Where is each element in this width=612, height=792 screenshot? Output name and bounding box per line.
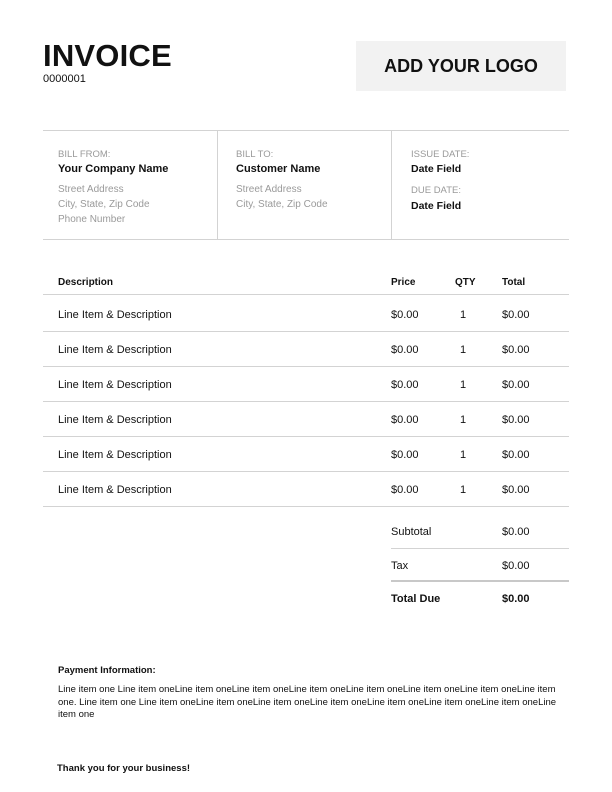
- logo-placeholder: [356, 41, 566, 91]
- row-qty: 1: [460, 484, 467, 496]
- table-header-divider: [43, 294, 569, 295]
- subtotal-divider: [391, 548, 569, 549]
- row-qty: 1: [460, 344, 467, 356]
- bill-to-street: Street Address: [236, 184, 302, 195]
- invoice-number: 0000001: [43, 73, 86, 85]
- bill-from-name: Your Company Name: [58, 163, 169, 175]
- row-price: $0.00: [391, 449, 419, 461]
- row-price: $0.00: [391, 309, 419, 321]
- row-description: Line Item & Description: [58, 344, 172, 356]
- row-qty: 1: [460, 379, 467, 391]
- issue-date-label: ISSUE DATE:: [411, 149, 470, 160]
- col-header-qty: QTY: [455, 277, 476, 288]
- tax-value: $0.00: [502, 560, 530, 572]
- total-due-value: $0.00: [502, 593, 530, 605]
- row-price: $0.00: [391, 344, 419, 356]
- bill-from-phone: Phone Number: [58, 214, 126, 225]
- bill-from-city: City, State, Zip Code: [58, 199, 150, 210]
- bill-to-city: City, State, Zip Code: [236, 199, 328, 210]
- payment-info-title: Payment Information:: [58, 665, 156, 676]
- bill-to-name: Customer Name: [236, 163, 321, 175]
- due-date-value: Date Field: [411, 200, 462, 212]
- row-total: $0.00: [502, 379, 530, 391]
- bill-from-label: BILL FROM:: [58, 149, 111, 160]
- bill-to-label: BILL TO:: [236, 149, 274, 160]
- row-description: Line Item & Description: [58, 484, 172, 496]
- row-qty: 1: [460, 414, 467, 426]
- col-header-total: Total: [502, 277, 526, 288]
- row-description: Line Item & Description: [58, 379, 172, 391]
- subtotal-label: Subtotal: [391, 526, 432, 538]
- info-bottom-divider: [43, 239, 569, 240]
- payment-info-text: Line item one Line item oneLine item oneLine item oneLine item oneLine item oneLine item oneLine item oneLine item one. Line item one Line item oneLine item oneLine item oneLine item oneLine item oneLine item oneLine item oneLine item one: [58, 684, 557, 720]
- total-divider: [391, 580, 569, 582]
- row-divider: [43, 366, 569, 367]
- row-total: $0.00: [502, 484, 530, 496]
- info-top-divider: [43, 130, 569, 131]
- row-description: Line Item & Description: [58, 449, 172, 461]
- row-divider: [43, 471, 569, 472]
- row-total: $0.00: [502, 344, 530, 356]
- info-column-divider: [391, 130, 392, 240]
- bill-from-street: Street Address: [58, 184, 124, 195]
- row-description: Line Item & Description: [58, 309, 172, 321]
- due-date-label: DUE DATE:: [411, 185, 461, 196]
- col-header-price: Price: [391, 277, 416, 288]
- row-price: $0.00: [391, 484, 419, 496]
- subtotal-value: $0.00: [502, 526, 530, 538]
- tax-label: Tax: [391, 560, 409, 572]
- logo-placeholder-text: ADD YOUR LOGO: [384, 55, 538, 76]
- total-due-label: Total Due: [391, 593, 441, 605]
- row-qty: 1: [460, 449, 467, 461]
- row-total: $0.00: [502, 449, 530, 461]
- row-total: $0.00: [502, 414, 530, 426]
- row-divider: [43, 331, 569, 332]
- row-description: Line Item & Description: [58, 414, 172, 426]
- invoice-title: INVOICE: [43, 38, 172, 73]
- row-total: $0.00: [502, 309, 530, 321]
- row-divider: [43, 401, 569, 402]
- col-header-description: Description: [58, 277, 114, 288]
- row-price: $0.00: [391, 379, 419, 391]
- row-price: $0.00: [391, 414, 419, 426]
- info-column-divider: [217, 130, 218, 240]
- row-qty: 1: [460, 309, 467, 321]
- row-divider: [43, 436, 569, 437]
- issue-date-value: Date Field: [411, 163, 462, 175]
- thank-you-note: Thank you for your business!: [57, 763, 191, 774]
- table-bottom-divider: [43, 506, 569, 507]
